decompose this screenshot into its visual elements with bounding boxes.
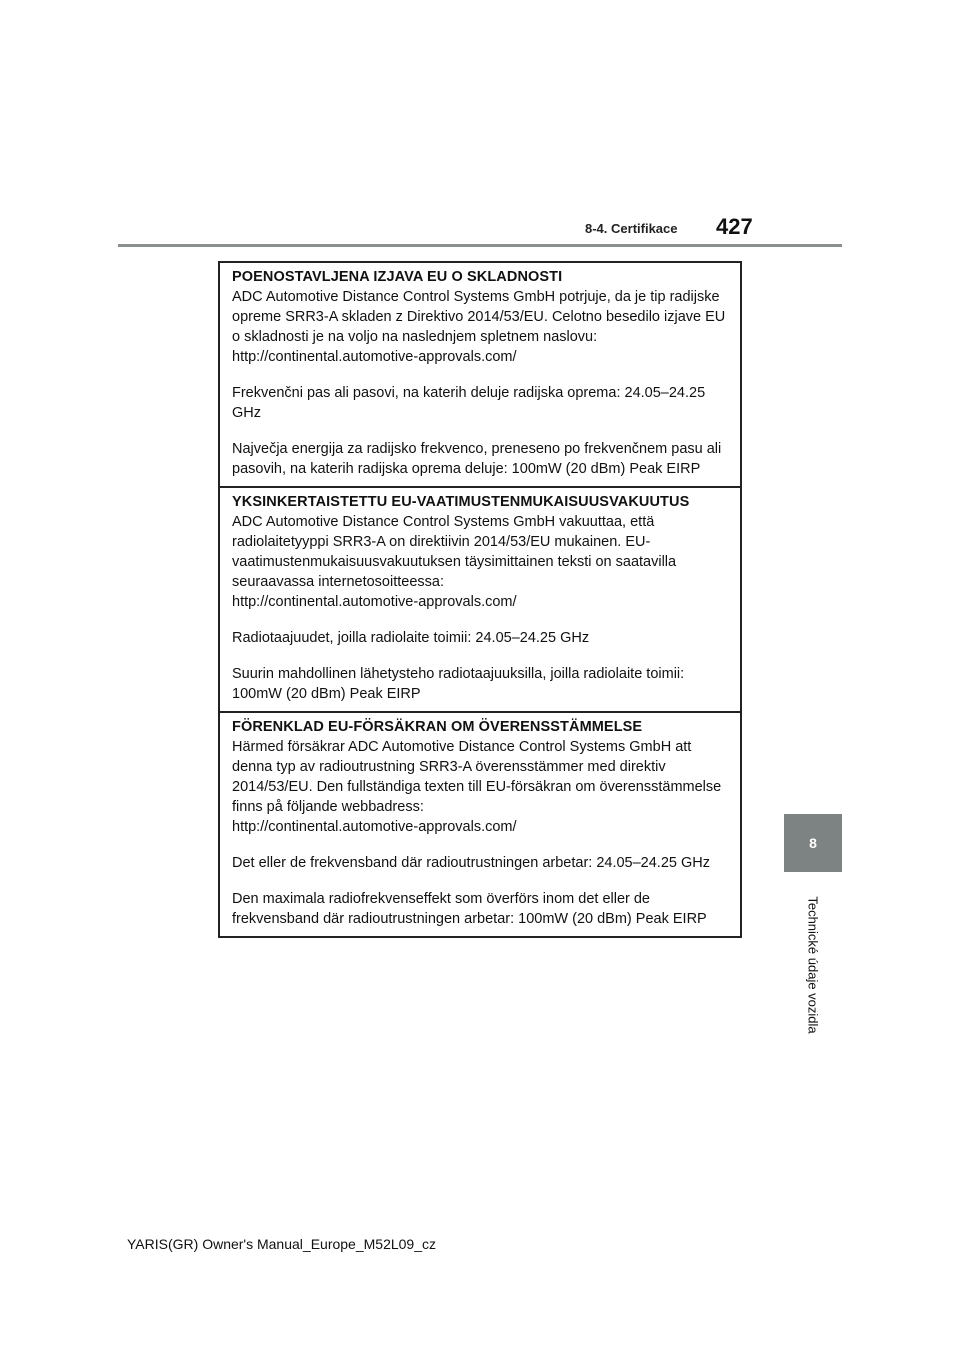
- section-heading: YKSINKERTAISTETTU EU-VAATIMUSTENMUKAISUUSVAKUUTUS: [232, 494, 690, 510]
- power-text: Den maximala radiofrekvenseffekt som överförs inom det eller de frekvensband där radioutrustningen arbetar: 100mW (20 dBm) Peak EIRP: [232, 891, 707, 927]
- power-text: Suurin mahdollinen lähetysteho radiotaajuuksilla, joilla radiolaite toimii: 100mW (20 dBm) Peak EIRP: [232, 666, 685, 702]
- power-text: Največja energija za radijsko frekvenco, preneseno po frekvenčnem pasu ali pasovih, na katerih radijska oprema deluje: 100mW (20 dBm) Peak EIRP: [232, 441, 722, 477]
- declaration-section-swedish: [220, 711, 740, 936]
- approval-url: http://continental.automotive-approvals.com/: [232, 349, 517, 365]
- declaration-box: [218, 261, 742, 938]
- chapter-number: 8: [809, 835, 817, 851]
- frequency-text: Radiotaajuudet, joilla radiolaite toimii: 24.05–24.25 GHz: [232, 630, 590, 646]
- declaration-section-slovenian: [220, 263, 740, 486]
- header-divider: [118, 244, 842, 247]
- section-title: 8-4. Certifikace: [585, 221, 678, 236]
- declaration-section-finnish: [220, 486, 740, 711]
- document-footer: YARIS(GR) Owner's Manual_Europe_M52L09_cz: [127, 1236, 436, 1252]
- approval-url: http://continental.automotive-approvals.com/: [232, 819, 517, 835]
- declaration-text: ADC Automotive Distance Control Systems GmbH potrjuje, da je tip radijske opreme SRR3-A skladen z Direktivo 2014/53/EU. Celotno besedilo izjave EU o skladnosti je na voljo na naslednjem spletnem naslovu:: [232, 289, 726, 345]
- section-heading: FÖRENKLAD EU-FÖRSÄKRAN OM ÖVERENSSTÄMMELSE: [232, 719, 643, 735]
- approval-url: http://continental.automotive-approvals.com/: [232, 594, 517, 610]
- declaration-text: ADC Automotive Distance Control Systems GmbH vakuuttaa, että radiolaitetyyppi SRR3-A on direktiivin 2014/53/EU mukainen. EU-vaatimustenmukaisuusvakuutuksen täysimittainen teksti on saatavilla seuraavassa internetosoitteessa:: [232, 514, 677, 590]
- frequency-text: Frekvenčni pas ali pasovi, na katerih deluje radijska oprema: 24.05–24.25 GHz: [232, 385, 706, 421]
- section-heading: POENOSTAVLJENA IZJAVA EU O SKLADNOSTI: [232, 269, 563, 285]
- chapter-label: Technické údaje vozidla: [805, 896, 821, 1034]
- chapter-tab: [784, 814, 842, 872]
- declaration-text: Härmed försäkrar ADC Automotive Distance Control Systems GmbH att denna typ av radioutrustning SRR3-A överensstämmer med direktiv 2014/53/EU. Den fullständiga texten till EU-försäkran om överensstämmelse finns på följande webbadress:: [232, 739, 722, 815]
- frequency-text: Det eller de frekvensband där radioutrustningen arbetar: 24.05–24.25 GHz: [232, 855, 710, 871]
- page-number: 427: [716, 214, 753, 239]
